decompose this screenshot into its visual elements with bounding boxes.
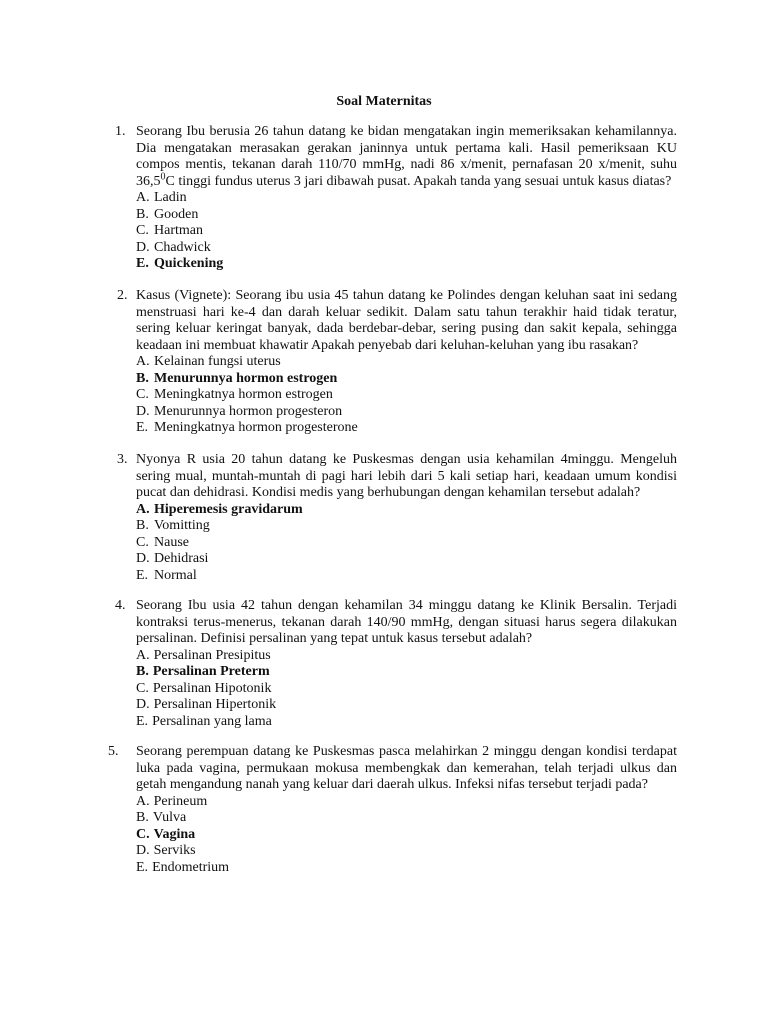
option-b-correct: B. Persalinan Preterm bbox=[136, 664, 270, 679]
question-number: 3. bbox=[117, 452, 128, 467]
option-e: E. Normal bbox=[136, 567, 197, 583]
option-e: E. Persalinan yang lama bbox=[136, 713, 272, 729]
question-text: Seorang Ibu usia 42 tahun dengan kehamilan 34 minggu datang ke Klinik Bersalin. Terjadi kontraksi terus-menerus, tekanan darah 140/90 mmHg, dengan situasi harus segera dilakukan persalinan. Definisi persalinan yang tepat untuk kasus tersebut adalah? bbox=[136, 598, 677, 646]
question-number: 1. bbox=[115, 124, 126, 139]
question-body bbox=[136, 124, 677, 273]
option-b: B. Vomitting bbox=[136, 518, 210, 533]
option-b: B. Vulva bbox=[136, 810, 187, 825]
option-a: A. Ladin bbox=[136, 190, 187, 205]
option-c: C. Persalinan Hipotonik bbox=[136, 680, 272, 696]
question-body bbox=[136, 288, 677, 437]
option-d: D. Dehidrasi bbox=[136, 551, 209, 566]
question-number: 2. bbox=[117, 288, 128, 303]
question-text: Seorang Ibu berusia 26 tahun datang ke bidan mengatakan ingin memeriksakan kehamilannya. Dia mengatakan merasakan gerakan janinnya untuk pertama kali. Hasil pemeriksaan KU compos mentis, tekanan darah 110/70 mmHg, nadi 86 x/menit, pernafasan 20 x/menit, suhu 36,5$^0$C tinggi fundus uterus 3 jari dibawah pusat. Apakah tanda yang sesuai untuk kasus diatas? bbox=[136, 124, 677, 189]
option-d: D. Chadwick bbox=[136, 239, 211, 255]
option-c: C. Hartman bbox=[136, 223, 203, 238]
option-e: E. Endometrium bbox=[136, 859, 230, 875]
option-a-correct: A. Hiperemesis gravidarum bbox=[136, 501, 303, 517]
option-d: D. Serviks bbox=[136, 843, 196, 858]
option-d: D. Menurunnya hormon progesteron bbox=[136, 403, 343, 419]
option-a: A. Kelainan fungsi uterus bbox=[136, 354, 281, 369]
degree-superscript: 0 bbox=[160, 170, 166, 182]
option-b-correct: B. Menurunnya hormon estrogen bbox=[136, 370, 338, 386]
question-body bbox=[136, 452, 677, 584]
question-body bbox=[136, 598, 677, 730]
page-title: Soal Maternitas bbox=[336, 94, 432, 109]
option-c: C. Nause bbox=[136, 534, 189, 550]
option-e-correct: E. Quickening bbox=[136, 256, 224, 271]
question-text: Seorang perempuan datang ke Puskesmas pasca melahirkan 2 minggu dengan kondisi terdapat luka pada vagina, permukaan mokusa membengkak dan kemerahan, telah terjadi ulkus dan getah mengandung nanah yang keluar dari daerah ulkus. Infeksi nifas tersebut terjadi pada? bbox=[136, 744, 677, 792]
option-a: A. Persalinan Presipitus bbox=[136, 647, 271, 663]
question-text: Kasus (Vignete): Seorang ibu usia 45 tahun datang ke Polindes dengan keluhan saat ini sedang menstruasi hari ke-4 dan darah keluar sedikit. Dalam satu tahun terakhir haid tidak teratur, sering keluar keringat banyak, dada berdebar-debar, sering pusing dan sakit kepala, sehingga keadaan ini membuat khawatir Apakah penyebab dari keluhan-keluhan yang ibu rasakan? bbox=[136, 288, 677, 353]
option-b: B. Gooden bbox=[136, 206, 199, 222]
option-c-correct: C. Vagina bbox=[136, 826, 196, 842]
option-a: A. Perineum bbox=[136, 793, 208, 809]
option-e: E. Meningkatnya hormon progesterone bbox=[136, 420, 358, 435]
option-c: C. Meningkatnya hormon estrogen bbox=[136, 387, 333, 402]
question-body bbox=[136, 744, 677, 876]
question-text: Nyonya R usia 20 tahun datang ke Puskesmas dengan usia kehamilan 4minggu. Mengeluh sering mual, muntah-muntah di pagi hari lebih dari 5 kali setiap hari, keadaan umum kondisi pucat dan dehidrasi. Kondisi medis yang berhubungan dengan kehamilan tersebut adalah? bbox=[136, 452, 677, 500]
option-d: D. Persalinan Hipertonik bbox=[136, 697, 277, 712]
question-number: 4. bbox=[115, 598, 126, 613]
question-number: 5. bbox=[108, 744, 119, 759]
